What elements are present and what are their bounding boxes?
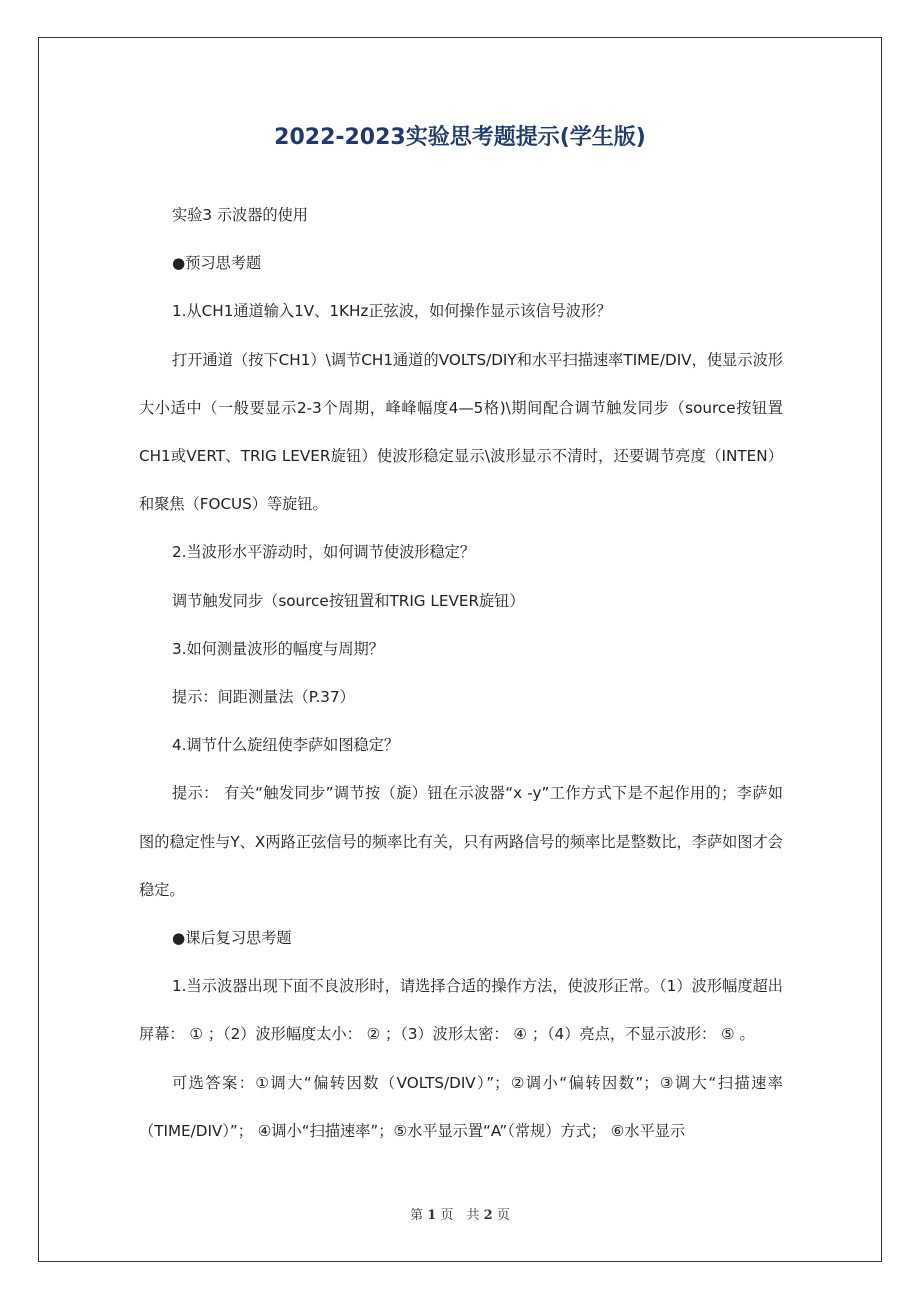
question: 3.如何测量波形的幅度与周期？ — [172, 639, 384, 658]
subsection-heading: ●课后复习思考题 — [172, 929, 292, 948]
answer: 可选答案：①调大“偏转因数（VOLTS/DIV）”；②调小“偏转因数”；③调大“扫描速率（TIME/DIV）”； ④调小“扫描速率”；⑤水平显示置“A”（常规）方式； ⑥水平显示 — [139, 1073, 783, 1140]
question: 2.当波形水平游动时，如何调节使波形稳定？ — [172, 543, 476, 562]
page-current: 1 — [427, 1208, 437, 1223]
answer: 提示： 有关“触发同步”调节按（旋）钮在示波器“x -y”工作方式下是不起作用的；李萨如图的稳定性与Y、X两路正弦信号的频率比有关，只有两路信号的频率比是整数比，李萨如图才会稳定。 — [139, 784, 783, 899]
page-total: 2 — [483, 1208, 493, 1223]
question: 1.当示波器出现下面不良波形时，请选择合适的操作方法，使波形正常。（1）波形幅度超出屏幕： ① ；（2）波形幅度太小： ② ；（3）波形太密： ④ ；（4）亮点，不显示波形： ⑤ 。 — [139, 977, 783, 1044]
answer: 提示：间距测量法（P.37） — [172, 688, 355, 707]
question: 4.调节什么旋纽使李萨如图稳定？ — [172, 736, 400, 755]
page-suffix: 页 — [496, 1208, 510, 1223]
answer: 调节触发同步（source按钮置和TRIG LEVER旋钮） — [172, 591, 525, 610]
page-mid: 页 共 — [440, 1208, 480, 1223]
section-heading: 实验3 示波器的使用 — [172, 206, 308, 224]
page-prefix: 第 — [410, 1208, 424, 1223]
document-title: 2022-2023实验思考题提示(学生版) — [274, 125, 646, 150]
answer: 打开通道（按下CH1）\调节CH1通道的VOLTS/DIY和水平扫描速率TIME/DIV，使显示波形大小适中（一般要显示2-3个周期，峰峰幅度4—5格)\期间配合调节触发同步（source按钮置CH1或VERT、TRIG LEVER旋钮）使波形稳定显示\波形显示不清时，还要调节亮度（INTEN）和聚焦（FOCUS）等旋钮。 — [139, 350, 783, 514]
subsection-heading: ●预习思考题 — [172, 254, 262, 273]
document-body — [139, 191, 783, 1155]
page-footer — [0, 1205, 920, 1227]
question: 1.从CH1通道输入1V、1KHz正弦波，如何操作显示该信号波形？ — [172, 302, 612, 321]
